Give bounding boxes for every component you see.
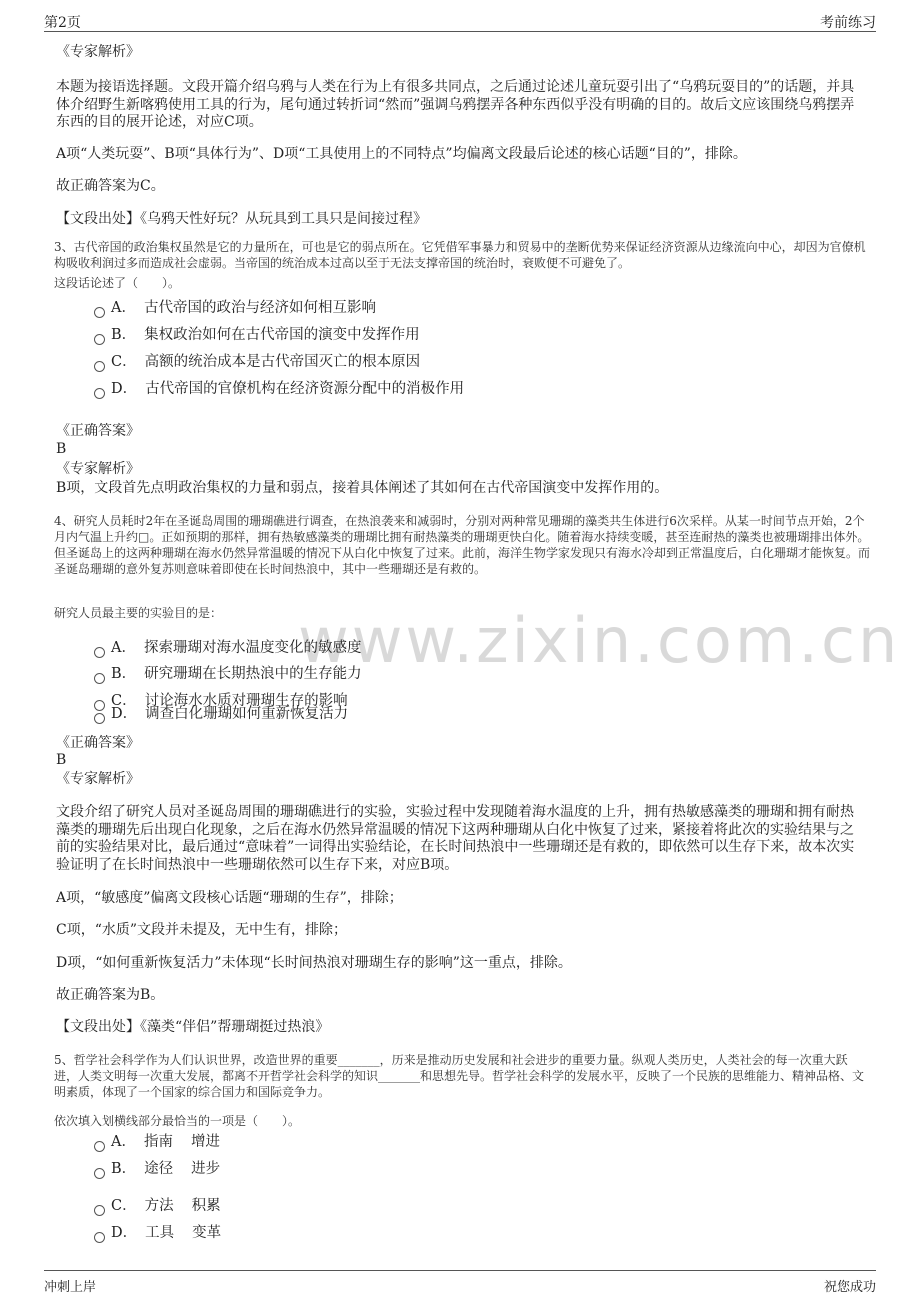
- q4-option-b[interactable]: B． 研究珊瑚在长期热浪中的生存能力: [94, 665, 362, 687]
- q4-answer: B: [56, 752, 67, 768]
- q3-option-d[interactable]: D． 古代帝国的官僚机构在经济资源分配中的消极作用: [94, 380, 464, 402]
- q4-prompt: 研究人员最主要的实验目的是：: [54, 606, 223, 620]
- q3-expert-title: 《专家解析》: [56, 461, 140, 477]
- q5-option-c[interactable]: C． 方法 积累: [94, 1197, 221, 1219]
- q3-option-b[interactable]: B． 集权政治如何在古代帝国的演变中发挥作用: [94, 326, 420, 348]
- radio-icon[interactable]: [94, 1205, 105, 1216]
- radio-icon[interactable]: [94, 713, 105, 724]
- radio-icon[interactable]: [94, 388, 105, 399]
- q5-option-d[interactable]: D． 工具 变革: [94, 1224, 221, 1246]
- header-divider: [44, 31, 876, 32]
- q3-option-c[interactable]: C． 高额的统治成本是古代帝国灭亡的根本原因: [94, 353, 420, 375]
- q3-stem: 3、古代帝国的政治集权虽然是它的力量所在，可也是它的弱点所在。它凭借军事暴力和贸易中的垄断优势来保证经济资源从边缘流向中心，却因为官僚机构吸收利润过多而造成社会虚弱。当帝国的统治成本过高以至于无法支撑帝国的统治时，衰败便不可避免了。: [54, 240, 866, 270]
- q4-option-a[interactable]: A． 探索珊瑚对海水温度变化的敏感度: [94, 639, 361, 661]
- q4-analysis-p1: 文段介绍了研究人员对圣诞岛周围的珊瑚礁进行的实验，实验过程中发现随着海水温度的上升，拥有热敏感藻类的珊瑚和拥有耐热藻类的珊瑚先后出现白化现象，之后在海水仍然异常温暖的情况下这两种珊瑚从白化中恢复了过来，紧接着将此次的实验结果与之前的实验结果对比，最后通过“意味着”一词得出实验结论，在长时间热浪中一些珊瑚还是有救的，即依然可以生存下来，故本次实验证明了在长时间热浪中一些珊瑚依然可以生存下来，对应B项。: [56, 804, 855, 873]
- q3-prompt: 这段话论述了（ ）。: [54, 276, 181, 290]
- q3-option-a[interactable]: A． 古代帝国的政治与经济如何相互影响: [94, 299, 376, 321]
- q4-answer-title: 《正确答案》: [56, 735, 140, 751]
- q4-analysis-p5: 故正确答案为B。: [56, 987, 165, 1003]
- q4-analysis-p3: C项，“水质”文段并未提及，无中生有，排除；: [56, 922, 348, 938]
- q4-option-c[interactable]: C． 讨论海水水质对珊瑚生存的影响: [94, 692, 348, 714]
- radio-icon[interactable]: [94, 1168, 105, 1179]
- radio-icon[interactable]: [94, 647, 105, 658]
- q5-option-a[interactable]: A． 指南 增进: [94, 1133, 220, 1155]
- page-header: [0, 0, 920, 34]
- q4-analysis-p2: A项，“敏感度”偏离文段核心话题“珊瑚的生存”，排除；: [56, 890, 403, 906]
- footer-divider: [44, 1270, 876, 1271]
- q3-analysis: B项，文段首先点明政治集权的力量和弱点，接着具体阐述了其如何在古代帝国演变中发挥作用的。: [56, 480, 669, 496]
- q2-expert-title: 《专家解析》: [56, 44, 140, 60]
- watermark: www.zixin.com.cn: [298, 604, 901, 677]
- q4-option-d[interactable]: D． 调查白化珊瑚如何重新恢复活力: [94, 705, 348, 727]
- q3-answer: B: [56, 441, 67, 457]
- q5-prompt: 依次填入划横线部分最恰当的一项是（ ）。: [54, 1114, 301, 1128]
- q2-source: 【文段出处】《乌鸦天性好玩？从玩具到工具只是间接过程》: [56, 211, 427, 227]
- page-footer: [0, 1262, 920, 1302]
- q4-analysis-p4: D项，“如何重新恢复活力”未体现“长时间热浪对珊瑚生存的影响”这一重点，排除。: [56, 955, 572, 971]
- radio-icon[interactable]: [94, 307, 105, 318]
- q4-expert-title: 《专家解析》: [56, 771, 140, 787]
- q4-stem: 4、研究人员耗时2年在圣诞岛周围的珊瑚礁进行调查，在热浪袭来和减弱时，分别对两种常见珊瑚的藻类共生体进行6次采样。从某一时间节点开始，2个月内气温上升约□。正如预期的那样，拥有热敏感藻类的珊瑚比拥有耐热藻类的珊瑚更快白化。随着海水持续变暖，甚至连耐热的藻类也被珊瑚排出体外。但圣诞岛上的这两种珊瑚在海水仍然异常温暖的情况下从白化中恢复了过来。此前，海洋生物学家发现只有海水冷却到正常温度后，白化珊瑚才能恢复。而圣诞岛珊瑚的意外复苏则意味着即使在长时间热浪中，其中一些珊瑚还是有救的。: [54, 514, 871, 576]
- q2-analysis-p3: 故正确答案为C。: [56, 178, 165, 194]
- radio-icon[interactable]: [94, 673, 105, 684]
- radio-icon[interactable]: [94, 1141, 105, 1152]
- q2-analysis-p2: A项“人类玩耍”、B项“具体行为”、D项“工具使用上的不同特点”均偏离文段最后论述的核心话题“目的”，排除。: [56, 146, 747, 162]
- radio-icon[interactable]: [94, 1232, 105, 1243]
- radio-icon[interactable]: [94, 361, 105, 372]
- radio-icon[interactable]: [94, 334, 105, 345]
- q5-option-b[interactable]: B． 途径 进步: [94, 1160, 220, 1182]
- footer-left: 冲刺上岸: [44, 1280, 97, 1295]
- q5-stem: 5、哲学社会科学作为人们认识世界，改造世界的重要_______，历来是推动历史发展和社会进步的重要力量。纵观人类历史，人类社会的每一次重大跃进，人类文明每一次重大发展，都离不开哲学社会科学的知识_______和思想先导。哲学社会科学的发展水平，反映了一个民族的思维能力、精神品格、文明素质，体现了一个国家的综合国力和国际竞争力。: [54, 1053, 865, 1099]
- header-title: 考前练习: [820, 15, 876, 31]
- page-number: 第2页: [44, 15, 81, 31]
- footer-right: 祝您成功: [823, 1280, 876, 1295]
- q3-answer-title: 《正确答案》: [56, 423, 140, 439]
- q2-analysis-p1: 本题为接语选择题。文段开篇介绍乌鸦与人类在行为上有很多共同点，之后通过论述儿童玩耍引出了“乌鸦玩耍目的”的话题，并具体介绍野生新喀鸦使用工具的行为，尾句通过转折词“然而”强调乌鸦摆弄各种东西似乎没有明确的目的。故后文应该围绕乌鸦摆弄东西的目的展开论述，对应C项。: [56, 79, 855, 130]
- q4-source: 【文段出处】《藻类“伴侣”帮珊瑚挺过热浪》: [56, 1019, 330, 1035]
